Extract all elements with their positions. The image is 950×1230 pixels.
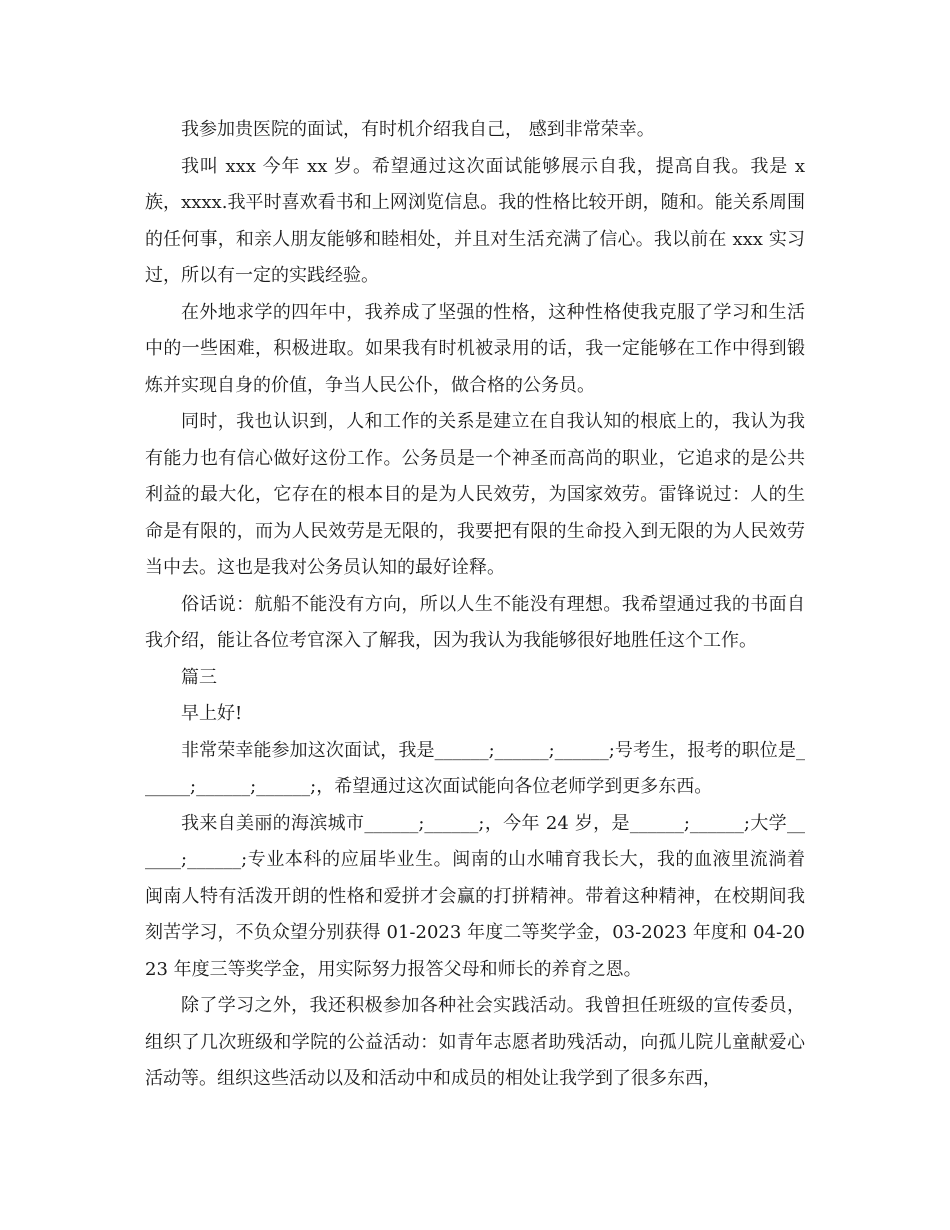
- paragraph-3: 在外地求学的四年中，我养成了坚强的性格，这种性格使我克服了学习和生活中的一些困难，积极进取。如果我有时机被录用的话，我一定能够在工作中得到锻炼并实现自身的价值，争当人民公仆，做合格的公务员。: [145, 301, 805, 396]
- paragraph-1: 我参加贵医院的面试，有时机介绍我自己， 感到非常荣幸。: [181, 119, 655, 140]
- greeting: 早上好!: [181, 703, 243, 724]
- paragraph-8: 除了学习之外，我还积极参加各种社会实践活动。我曾担任班级的宣传委员，组织了几次班级和学院的公益活动：如青年志愿者助残活动，向孤儿院儿童献爱心活动等。组织这些活动以及和活动中和成员的相处让我学到了很多东西，: [145, 995, 805, 1089]
- paragraph-6: 非常荣幸能参加这次面试，我是______;______;______;号考生，报考的职位是______;______;______;，希望通过这次面试能向各位老师学到更多东西。: [145, 739, 805, 797]
- paragraph-5: 俗话说：航船不能没有方向，所以人生不能没有理想。我希望通过我的书面自我介绍，能让各位考官深入了解我，因为我认为我能够很好地胜任这个工作。: [145, 593, 805, 651]
- section-heading: 篇三: [181, 666, 217, 688]
- paragraph-7: 我来自美丽的海滨城市______;______;，今年 24 岁，是______;______;大学______;______;专业本科的应届毕业生。闽南的山水哺育我长大，我的血液里流淌着闽南人特有活泼开朗的性格和爱拼才会赢的打拼精神。带着这种精神，在校期间我刻苦学习，不负众望分别获得 01-2023 年度二等奖学金，03-2023 年度和 04-2023 年度三等奖学金，用实际努力报答父母和师长的养育之恩。: [145, 812, 805, 980]
- document-body: [145, 112, 805, 1098]
- paragraph-4: 同时，我也认识到，人和工作的关系是建立在自我认知的根底上的，我认为我有能力也有信心做好这份工作。公务员是一个神圣而高尚的职业，它追求的是公共利益的最大化，它存在的根本目的是为人民效劳，为国家效劳。雷锋说过：人的生命是有限的，而为人民效劳是无限的，我要把有限的生命投入到无限的为人民效劳当中去。这也是我对公务员认知的最好诠释。: [145, 411, 805, 578]
- paragraph-2: 我叫 xxx 今年 xx 岁。希望通过这次面试能够展示自我，提高自我。我是 x 族，xxxx.我平时喜欢看书和上网浏览信息。我的性格比较开朗，随和。能关系周围的任何事，和亲人朋友能够和睦相处，并且对生活充满了信心。我以前在 xxx 实习过，所以有一定的实践经验。: [145, 155, 805, 286]
